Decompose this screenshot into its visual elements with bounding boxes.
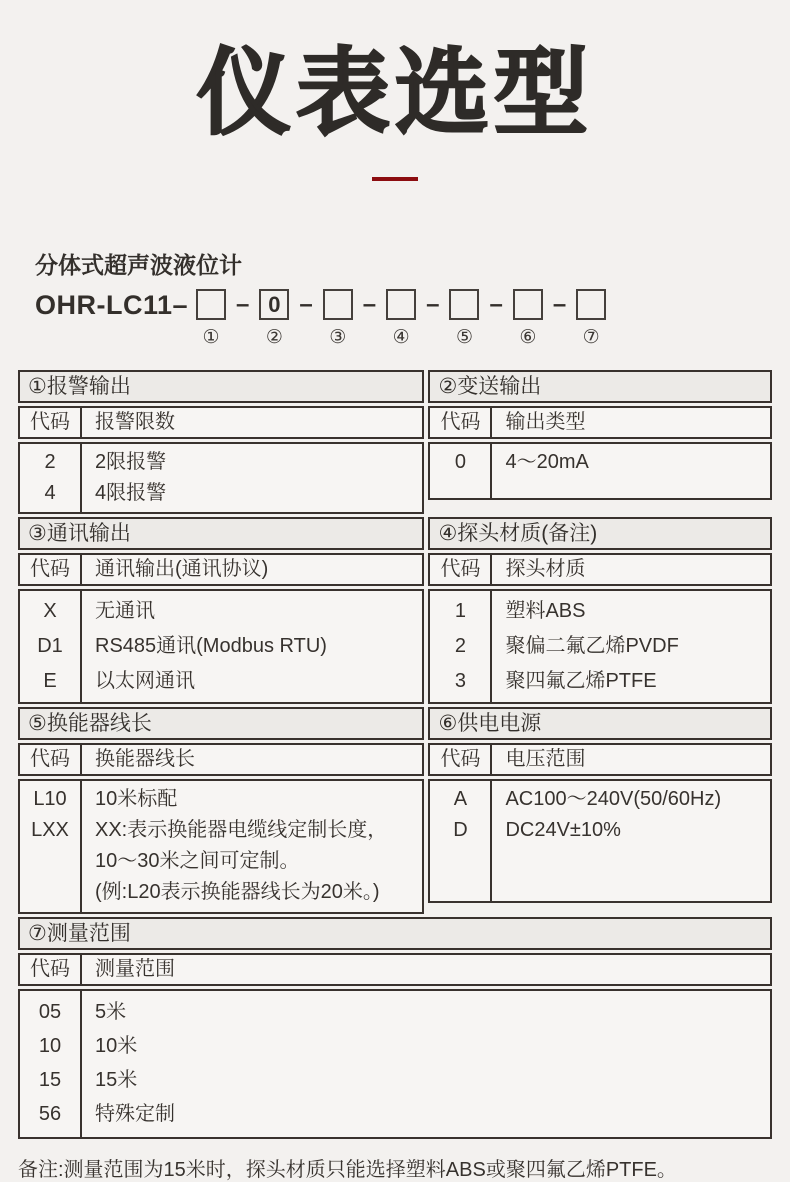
section-header bbox=[428, 406, 772, 439]
code-cell: E bbox=[43, 670, 57, 693]
column-divider bbox=[490, 555, 492, 584]
spec-table-measure-range bbox=[18, 917, 772, 1142]
model-box-4 bbox=[386, 289, 416, 320]
desc-cell: 特殊定制 bbox=[95, 1103, 175, 1126]
column-header-code: 代码 bbox=[440, 748, 481, 771]
section-title: ⑦测量范围 bbox=[18, 917, 772, 950]
spec-table-alarm-output bbox=[18, 370, 424, 517]
section-header bbox=[428, 743, 772, 776]
column-header-desc: 输出类型 bbox=[505, 411, 586, 434]
spec-table-power-supply bbox=[428, 707, 772, 917]
model-dash: – bbox=[489, 291, 503, 319]
desc-cell: DC24V±10% bbox=[505, 819, 621, 842]
model-position-number-6: ⑥ bbox=[519, 327, 537, 349]
model-dash: – bbox=[362, 291, 377, 319]
section-title: ⑤换能器线长 bbox=[18, 707, 424, 740]
spec-table-probe-material bbox=[428, 517, 772, 707]
spec-row-4 bbox=[18, 917, 772, 1142]
section-header bbox=[18, 406, 424, 439]
table-row bbox=[20, 1029, 770, 1063]
column-divider bbox=[80, 444, 82, 512]
model-box-3 bbox=[323, 289, 353, 320]
section-body bbox=[18, 779, 424, 914]
column-divider bbox=[490, 408, 492, 437]
note-text: 备注:测量范围为15米时，探头材质只能选择塑料ABS或聚四氟乙烯PTFE。 bbox=[18, 1159, 677, 1182]
model-box-5 bbox=[449, 289, 479, 320]
code-cell: 2 bbox=[454, 635, 467, 658]
code-cell: D1 bbox=[37, 635, 63, 658]
desc-cell: 塑料ABS bbox=[505, 600, 586, 623]
column-header-code: 代码 bbox=[30, 558, 70, 581]
code-cell: L10 bbox=[33, 788, 67, 811]
section-header bbox=[428, 553, 772, 586]
code-cell: 05 bbox=[38, 1001, 62, 1024]
code-cell: 1 bbox=[454, 600, 467, 623]
section-body bbox=[18, 442, 424, 514]
model-position-number-3: ③ bbox=[329, 327, 347, 349]
model-code-row bbox=[35, 289, 790, 349]
desc-cell: 10米 bbox=[95, 1035, 138, 1058]
desc-cell bbox=[82, 815, 422, 908]
column-divider bbox=[80, 408, 82, 437]
code-cell: 4 bbox=[44, 482, 56, 505]
column-header-desc: 测量范围 bbox=[95, 958, 175, 981]
column-header-code: 代码 bbox=[440, 411, 481, 434]
desc-line: XX:表示换能器电缆线定制长度， bbox=[95, 819, 388, 842]
column-divider bbox=[80, 591, 82, 702]
desc-cell: 4限报警 bbox=[95, 482, 167, 505]
model-position-number-2: ② bbox=[265, 327, 283, 349]
desc-cell: 以太网通讯 bbox=[95, 670, 195, 693]
spec-table-transmit-output bbox=[428, 370, 772, 517]
model-position-number-7: ⑦ bbox=[582, 327, 600, 349]
column-header-desc: 换能器线长 bbox=[95, 748, 195, 771]
column-divider bbox=[80, 745, 82, 774]
column-divider bbox=[80, 555, 82, 584]
spec-tables bbox=[0, 370, 790, 1142]
spec-row-1 bbox=[18, 370, 772, 517]
spec-row-2 bbox=[18, 517, 772, 707]
code-cell: 10 bbox=[38, 1035, 62, 1058]
model-slot-3 bbox=[323, 289, 353, 349]
model-slot-4 bbox=[386, 289, 416, 349]
desc-cell: 聚偏二氟乙烯PVDF bbox=[505, 635, 679, 658]
table-row bbox=[430, 447, 770, 478]
model-dash: – bbox=[426, 291, 440, 319]
column-header-desc: 通讯输出(通讯协议) bbox=[95, 558, 269, 581]
desc-line: 10～30米之间可定制。 bbox=[95, 850, 300, 873]
desc-cell: AC100～240V(50/60Hz) bbox=[505, 788, 722, 811]
column-divider bbox=[490, 591, 492, 702]
code-cell: 56 bbox=[38, 1103, 62, 1126]
column-divider bbox=[80, 955, 82, 984]
desc-cell: 15米 bbox=[95, 1069, 138, 1092]
column-header-desc: 报警限数 bbox=[95, 411, 175, 434]
table-row bbox=[430, 629, 770, 664]
code-cell: D bbox=[453, 819, 468, 842]
column-header-code: 代码 bbox=[30, 748, 70, 771]
desc-cell: 2限报警 bbox=[95, 451, 167, 474]
desc-cell: 5米 bbox=[95, 1001, 127, 1024]
section-body bbox=[18, 989, 772, 1139]
code-cell: 2 bbox=[44, 451, 56, 474]
column-header-code: 代码 bbox=[30, 411, 70, 434]
section-body bbox=[428, 442, 772, 500]
section-title: ③通讯输出 bbox=[18, 517, 424, 550]
model-slot-7 bbox=[576, 289, 606, 349]
section-title: ①报警输出 bbox=[18, 370, 424, 403]
section-body bbox=[428, 779, 772, 903]
model-box-2: 0 bbox=[259, 289, 289, 320]
section-title: ④探头材质(备注) bbox=[428, 517, 772, 550]
desc-cell: 10米标配 bbox=[95, 788, 178, 811]
section-body bbox=[428, 589, 772, 704]
desc-line: (例:L20表示换能器线长为20米。) bbox=[95, 881, 380, 904]
section-header bbox=[18, 743, 424, 776]
section-body bbox=[18, 589, 424, 704]
column-divider bbox=[490, 444, 492, 498]
model-box-6 bbox=[513, 289, 543, 320]
code-cell: 0 bbox=[454, 451, 467, 474]
column-header-desc: 探头材质 bbox=[505, 558, 586, 581]
code-cell: X bbox=[43, 600, 57, 623]
product-name: 分体式超声波液位计 bbox=[35, 252, 242, 279]
section-header bbox=[18, 953, 772, 986]
table-row bbox=[20, 1097, 770, 1131]
table-row bbox=[20, 995, 770, 1029]
spec-row-3 bbox=[18, 707, 772, 917]
code-cell: LXX bbox=[31, 819, 69, 842]
column-divider bbox=[490, 745, 492, 774]
column-header-code: 代码 bbox=[30, 958, 70, 981]
table-row bbox=[430, 784, 770, 815]
model-slot-1 bbox=[196, 289, 226, 349]
desc-cell: 4～20mA bbox=[505, 451, 589, 474]
section-title: ②变送输出 bbox=[428, 370, 772, 403]
model-position-number-5: ⑤ bbox=[455, 327, 473, 349]
spec-table-transducer-cable bbox=[18, 707, 424, 917]
code-cell: 15 bbox=[38, 1069, 62, 1092]
section-title: ⑥供电电源 bbox=[428, 707, 772, 740]
section-header bbox=[18, 553, 424, 586]
model-position-number-4: ④ bbox=[392, 327, 410, 349]
table-row bbox=[430, 594, 770, 629]
model-dash: – bbox=[236, 291, 250, 319]
model-slot-5 bbox=[449, 289, 479, 349]
page-title: 仪表选型 bbox=[196, 40, 593, 145]
code-cell: 3 bbox=[454, 670, 467, 693]
model-prefix: OHR-LC11– bbox=[35, 290, 189, 321]
desc-cell: 无通讯 bbox=[95, 600, 155, 623]
model-box-1 bbox=[196, 289, 226, 320]
model-dash: – bbox=[299, 291, 313, 319]
table-row bbox=[430, 664, 770, 699]
spec-table-comm-output bbox=[18, 517, 424, 707]
code-cell: A bbox=[453, 788, 468, 811]
table-row bbox=[20, 1063, 770, 1097]
column-divider bbox=[490, 781, 492, 901]
model-box-7 bbox=[576, 289, 606, 320]
column-divider bbox=[80, 991, 82, 1137]
model-code-block bbox=[35, 247, 790, 349]
model-slot-6 bbox=[513, 289, 543, 349]
model-dash: – bbox=[552, 291, 567, 319]
column-header-code: 代码 bbox=[440, 558, 481, 581]
desc-cell: 聚四氟乙烯PTFE bbox=[505, 670, 657, 693]
column-header-desc: 电压范围 bbox=[505, 748, 586, 771]
table-row bbox=[430, 815, 770, 846]
model-slot-2 bbox=[259, 289, 289, 349]
red-accent-bar bbox=[372, 177, 418, 181]
desc-cell: RS485通讯(Modbus RTU) bbox=[95, 635, 327, 658]
column-divider bbox=[80, 781, 82, 912]
model-position-number-1: ① bbox=[202, 327, 220, 349]
